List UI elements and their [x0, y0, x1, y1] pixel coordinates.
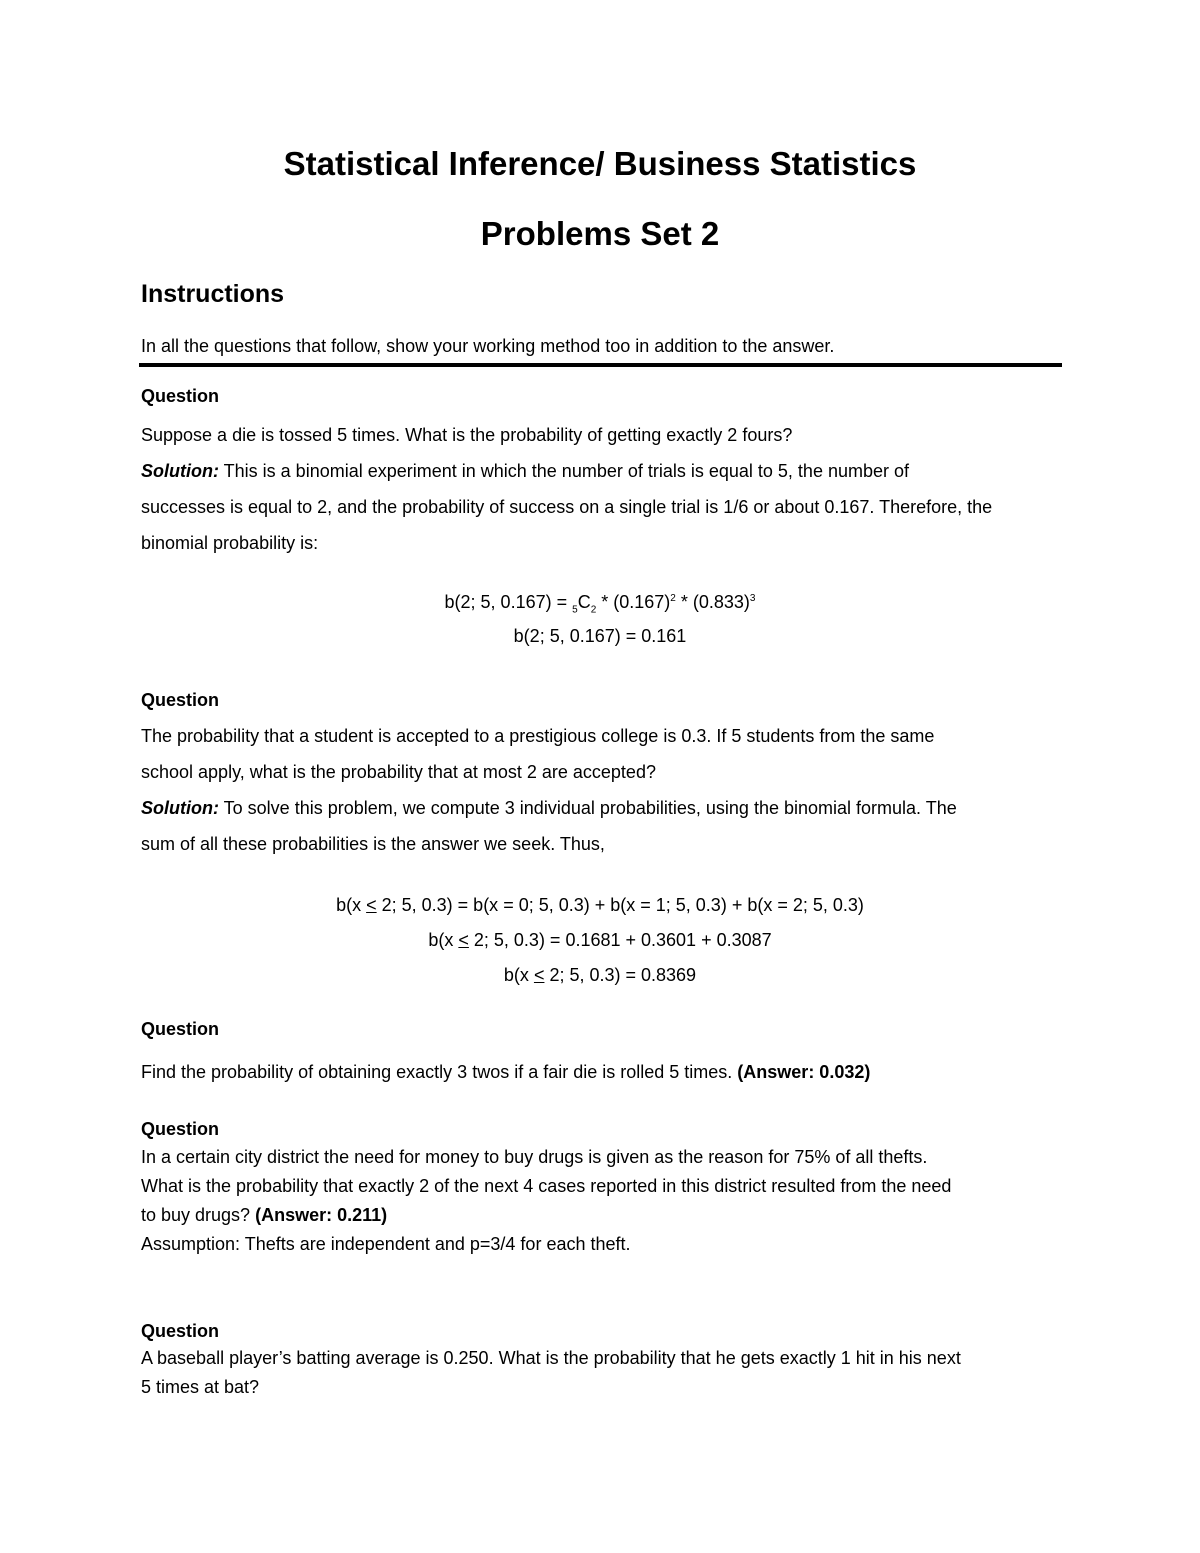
solution-text: To solve this problem, we compute 3 individual probabilities, using the binomial formula. The — [218, 798, 957, 818]
question-2-equation-1 — [0, 895, 1200, 916]
question-2-label: Question — [141, 690, 220, 710]
question-4-assumption: Assumption: Thefts are independent and p=3/4 for each theft. — [141, 1234, 631, 1254]
question-1-statement: Suppose a die is tossed 5 times. What is the probability of getting exactly 2 fours? — [141, 425, 793, 445]
question-4-line-2: What is the probability that exactly 2 of the next 4 cases reported in this district resulted from the need — [141, 1176, 952, 1196]
document-title: Statistical Inference/ Business Statistics — [283, 145, 917, 182]
eq-part: b(2; 5, 0.167) = — [444, 592, 573, 612]
question-2-line-1: The probability that a student is accepted to a prestigious college is 0.3. If 5 students from the same — [141, 726, 935, 746]
question-1-equation-1 — [0, 592, 1200, 616]
leq-symbol: < — [533, 965, 545, 985]
eq-part: * (0.167) — [596, 592, 671, 612]
eq-sup: 3 — [749, 593, 756, 604]
instructions-text: In all the questions that follow, show your working method too in addition to the answer. — [141, 336, 835, 356]
question-5-line-2: 5 times at bat? — [141, 1377, 260, 1397]
question-5-text — [141, 1344, 961, 1402]
question-2-text — [141, 718, 957, 862]
question-4-line-1: In a certain city district the need for money to buy drugs is given as the reason for 75% of all thefts. — [141, 1147, 928, 1167]
question-1-text — [141, 417, 992, 561]
leq-symbol: < — [458, 930, 469, 950]
question-3-label: Question — [141, 1019, 220, 1039]
eq-part: 2; 5, 0.3) = 0.8369 — [544, 965, 697, 985]
solution-label: Solution: — [141, 798, 219, 818]
eq-part: 2; 5, 0.3) = 0.1681 + 0.3601 + 0.3087 — [468, 930, 772, 950]
question-1-label: Question — [141, 386, 220, 406]
question-4-answer: (Answer: 0.211) — [255, 1205, 388, 1225]
eq-sup: 2 — [670, 593, 676, 604]
eq-part: b(x — [336, 895, 367, 915]
eq-part: b(x — [428, 930, 459, 950]
question-2-equation-2 — [0, 930, 1200, 951]
solution-label: Solution: — [141, 461, 219, 481]
question-4-line-3 — [141, 1201, 951, 1230]
question-2-solution-line-2: sum of all these probabilities is the answer we seek. Thus, — [141, 834, 605, 854]
eq-part: C — [577, 592, 591, 612]
solution-text: This is a binomial experiment in which the number of trials is equal to 5, the number of — [218, 461, 909, 481]
question-2-equation-3 — [0, 965, 1200, 986]
question-3-statement: Find the probability of obtaining exactly 3 twos if a fair die is rolled 5 times. — [141, 1062, 738, 1082]
question-4-statement: to buy drugs? — [141, 1205, 256, 1225]
question-2-solution-line-1 — [141, 790, 957, 826]
eq-sub: 5 — [572, 604, 578, 616]
question-1-solution-line-2: successes is equal to 2, and the probability of success on a single trial is 1/6 or about 0.167. Therefore, the — [141, 497, 993, 517]
question-1-solution-line-3: binomial probability is: — [141, 533, 319, 553]
question-1-equation-2: b(2; 5, 0.167) = 0.161 — [513, 626, 687, 646]
eq-sub: 2 — [590, 604, 597, 616]
question-5-line-1: A baseball player’s batting average is 0.250. What is the probability that he gets exactly 1 hit in his next — [141, 1348, 961, 1368]
question-5-label: Question — [141, 1321, 220, 1341]
leq-symbol: < — [366, 895, 377, 915]
question-4-label: Question — [141, 1119, 220, 1139]
question-1-solution-line-1 — [141, 453, 992, 489]
eq-part: 2; 5, 0.3) = b(x = 0; 5, 0.3) + b(x = 1; 5, 0.3) + b(x = 2; 5, 0.3) — [376, 895, 864, 915]
eq-part: * (0.833) — [675, 592, 750, 612]
question-3-text — [141, 1062, 870, 1083]
document-subtitle: Problems Set 2 — [480, 215, 720, 252]
question-2-line-2: school apply, what is the probability that at most 2 are accepted? — [141, 762, 656, 782]
question-4-text — [141, 1143, 951, 1259]
horizontal-rule — [139, 363, 1062, 367]
question-3-answer: (Answer: 0.032) — [737, 1062, 871, 1082]
eq-part: b(x — [503, 965, 534, 985]
instructions-heading: Instructions — [141, 280, 285, 308]
